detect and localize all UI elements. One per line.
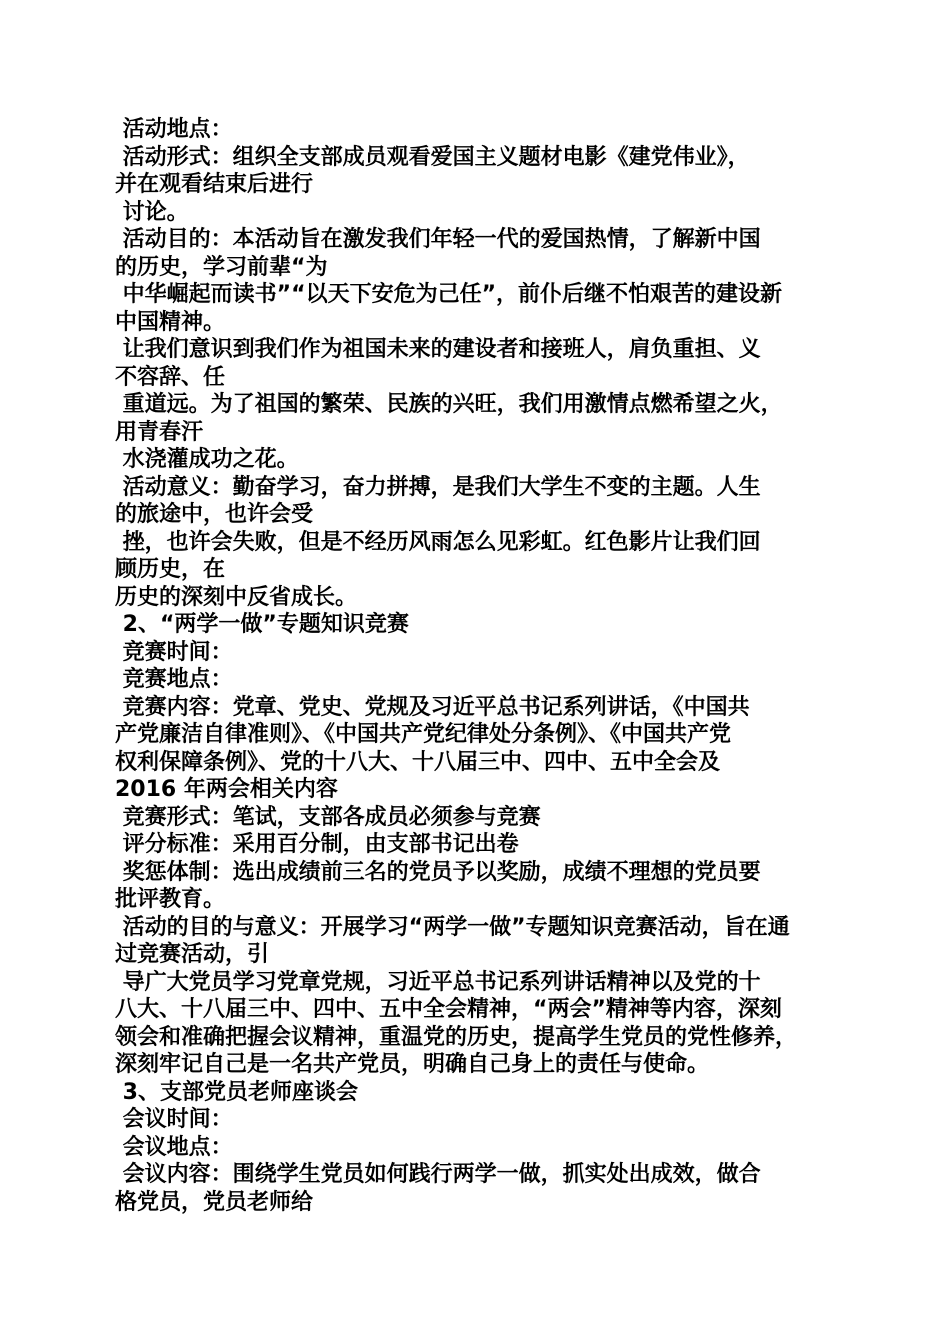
text-line: 挫，也许会失败，但是不经历风雨怎么见彩虹。红色影片让我们回: [115, 529, 761, 555]
text-line: 评分标准：采用百分制，由支部书记出卷: [115, 832, 519, 857]
text-line: 活动地点：: [115, 117, 233, 142]
text-line: 讨论。: [115, 199, 189, 225]
text-line: 批评教育。: [115, 887, 226, 912]
text-line: 深刻牢记自己是一名共产党员，明确自己身上的责任与使命。: [115, 1052, 710, 1077]
text-line: 历史的深刻中反省成长。: [115, 584, 358, 610]
text-line: 竞赛形式：笔试，支部各成员必须参与竞赛: [115, 804, 541, 830]
text-line: 权利保障条例》、党的十八大、十八届三中、四中、五中全会及: [115, 749, 721, 775]
text-line: 竞赛地点：: [115, 667, 233, 692]
section-heading: 3、支部党员老师座谈会: [115, 1079, 358, 1105]
text-line: 竞赛时间：: [115, 639, 233, 665]
text-line: 活动形式：组织全支部成员观看爱国主义题材电影《建党伟业》，: [115, 144, 750, 170]
text-line: 顾历史，在: [115, 557, 226, 582]
text-line: 活动意义：勤奋学习，奋力拼搏，是我们大学生不变的主题。人生: [115, 474, 761, 500]
text-line: 活动目的：本活动旨在激发我们年轻一代的爱国热情，了解新中国: [115, 227, 761, 252]
text-line: 产党廉洁自律准则》、《中国共产党纪律处分条例》、《中国共产党: [115, 722, 732, 747]
text-line: 中国精神。: [115, 309, 226, 335]
text-line: 2016 年两会相关内容: [115, 777, 338, 802]
text-line: 不容辞、任: [115, 364, 226, 390]
text-line: 重道远。为了祖国的繁荣、民族的兴旺，我们用激情点燃希望之火，: [115, 392, 783, 417]
document-body: [115, 116, 855, 1216]
text-line: 领会和准确把握会议精神，重温党的历史，提高学生党员的党性修养，: [115, 1024, 798, 1050]
section-heading: 2、“两学一做”专题知识竞赛: [115, 612, 409, 637]
text-line: 会议内容：围绕学生党员如何践行两学一做，抓实处出成效，做合: [115, 1162, 761, 1187]
text-line: 八大、十八届三中、四中、五中全会精神，“两会”精神等内容，深刻: [115, 997, 782, 1022]
text-line: 格党员，党员老师给: [115, 1189, 314, 1215]
text-line: 竞赛内容：党章、党史、党规及习近平总书记系列讲话，《中国共: [115, 694, 750, 720]
text-line: 的旅途中，也许会受: [115, 502, 314, 527]
text-line: 中华崛起而读书”“以天下安危为己任”，前仆后继不怕艰苦的建设新: [115, 282, 783, 307]
text-line: 用青春汗: [115, 419, 204, 445]
text-line: 的历史，学习前辈“为: [115, 254, 328, 280]
text-line: 水浇灌成功之花。: [115, 447, 299, 472]
text-line: 会议地点：: [115, 1134, 233, 1160]
text-line: 会议时间：: [115, 1107, 233, 1132]
text-line: 并在观看结束后进行: [115, 172, 314, 197]
text-line: 让我们意识到我们作为祖国未来的建设者和接班人，肩负重担、义: [115, 337, 761, 362]
text-line: 过竞赛活动，引: [115, 942, 270, 967]
text-line: 导广大党员学习党章党规，习近平总书记系列讲话精神以及党的十: [115, 969, 761, 995]
text-line: 奖惩体制：选出成绩前三名的党员予以奖励，成绩不理想的党员要: [115, 859, 761, 885]
text-line: 活动的目的与意义：开展学习“两学一做”专题知识竞赛活动，旨在通: [115, 914, 790, 940]
